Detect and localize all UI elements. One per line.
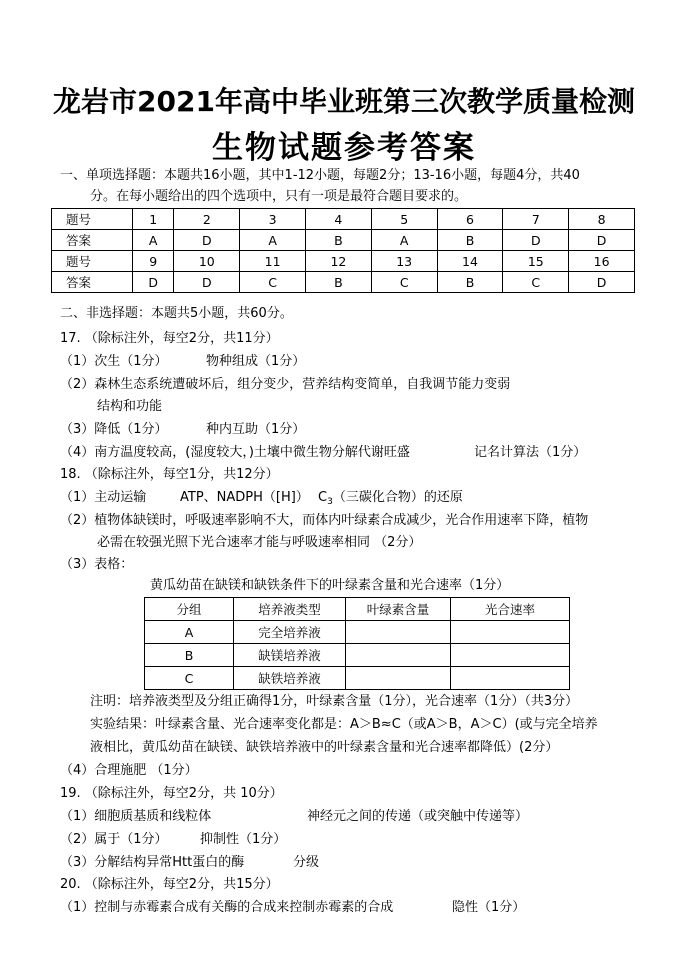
q18-answer-1c	[318, 489, 463, 511]
table-row	[145, 621, 570, 644]
question-number: 13	[371, 251, 437, 272]
answer-cell: D	[174, 272, 240, 293]
multiple-choice-answer-table	[51, 208, 635, 293]
c3-description: （三碳化合物）的还原	[332, 490, 463, 505]
table-row	[52, 230, 635, 251]
question-number: 7	[503, 209, 569, 230]
answer-cell: A	[371, 230, 437, 251]
q18-answer-1a: （1）主动运输	[60, 490, 147, 505]
q17-answer-2: （2）森林生态系统遭破坏后，组分变少，营养结构变简单，自我调节能力变弱	[60, 377, 511, 392]
answer-cell: C	[371, 272, 437, 293]
question-number: 5	[371, 209, 437, 230]
column-header: 培养液类型	[234, 598, 346, 621]
answer-cell: C	[240, 272, 306, 293]
table-cell	[346, 621, 451, 644]
page-subtitle: 生物试题参考答案	[212, 130, 476, 166]
row-label-question: 题号	[52, 209, 133, 230]
q18-result-1: 实验结果：叶绿素含量、光合速率变化都是：A＞B≈C（或A＞B，A＞C）(或与完全培养	[90, 717, 598, 732]
section2-heading: 二、非选择题：本题共5小题，共60分。	[60, 306, 293, 321]
table-cell	[451, 644, 570, 667]
table-cell	[346, 667, 451, 690]
question-number: 9	[133, 251, 174, 272]
column-header: 分组	[145, 598, 234, 621]
table-row	[52, 251, 635, 272]
q20-answer-1a: （1）控制与赤霉素合成有关酶的合成来控制赤霉素的合成	[60, 900, 394, 915]
table-cell: 缺镁培养液	[234, 644, 346, 667]
table-row	[145, 667, 570, 690]
q17-answer-1a: （1）次生（1分）	[60, 354, 168, 369]
answer-cell: D	[569, 230, 635, 251]
question-number: 10	[174, 251, 240, 272]
answer-cell: B	[306, 230, 372, 251]
q17-answer-2b: 结构和功能	[97, 399, 163, 414]
table-row	[145, 598, 570, 621]
table-cell	[451, 667, 570, 690]
q18-table-title: 黄瓜幼苗在缺镁和缺铁条件下的叶绿素含量和光合速率（1分）	[150, 578, 510, 593]
q18-answer-2b: 必需在较强光照下光合速率才能与呼吸速率相同 （2分）	[97, 535, 422, 550]
question-number: 16	[569, 251, 635, 272]
column-header: 光合速率	[451, 598, 570, 621]
question-number: 3	[240, 209, 306, 230]
table-cell: 完全培养液	[234, 621, 346, 644]
question-number: 12	[306, 251, 372, 272]
table-row	[52, 272, 635, 293]
question-number: 2	[174, 209, 240, 230]
q19-answer-1a: （1）细胞质基质和线粒体	[60, 809, 212, 824]
q18-answer-3: （3）表格：	[60, 557, 134, 572]
q19-answer-3a: （3）分解结构异常Htt蛋白的酶	[60, 855, 245, 870]
answer-cell: A	[133, 230, 174, 251]
q17-answer-3a: （3）降低（1分）	[60, 422, 168, 437]
table-cell: B	[145, 644, 234, 667]
table-row	[52, 209, 635, 230]
experiment-design-table	[144, 597, 570, 690]
q19-heading: 19. （除标注外，每空2分，共 10分）	[60, 786, 283, 801]
answer-cell: B	[437, 272, 503, 293]
row-label-answer: 答案	[52, 230, 133, 251]
q19-answer-2b: 抑制性（1分）	[200, 832, 287, 847]
q20-answer-1b: 隐性（1分）	[452, 900, 526, 915]
q18-answer-2: （2）植物体缺镁时，呼吸速率影响不大，而体内叶绿素合成减少，光合作用速率下降，植物	[60, 513, 589, 528]
q18-note: 注明：培养液类型及分组正确得1分，叶绿素含量（1分），光合速率（1分）（共3分）	[90, 694, 579, 709]
q17-heading: 17. （除标注外，每空2分，共11分）	[60, 331, 279, 346]
table-row	[145, 644, 570, 667]
q17-answer-3b: 种内互助（1分）	[206, 422, 306, 437]
answer-cell: D	[503, 230, 569, 251]
q18-heading: 18. （除标注外，每空1分，共12分）	[60, 467, 279, 482]
answer-cell: D	[174, 230, 240, 251]
table-cell: A	[145, 621, 234, 644]
answer-cell: A	[240, 230, 306, 251]
answer-cell: D	[569, 272, 635, 293]
table-cell	[451, 621, 570, 644]
q19-answer-2a: （2）属于（1分）	[60, 832, 168, 847]
section1-line1: 一、单项选择题：本题共16小题，其中1-12小题，每题2分；13-16小题，每题4分，共40	[60, 168, 580, 183]
row-label-question: 题号	[52, 251, 133, 272]
q17-answer-4a: （4）南方温度较高，(湿度较大，)土壤中微生物分解代谢旺盛	[60, 445, 410, 460]
question-number: 8	[569, 209, 635, 230]
c3-subscript: 3	[327, 497, 333, 507]
table-cell: C	[145, 667, 234, 690]
row-label-answer: 答案	[52, 272, 133, 293]
question-number: 14	[437, 251, 503, 272]
table-cell	[346, 644, 451, 667]
q19-answer-3b: 分级	[293, 855, 320, 870]
question-number: 15	[503, 251, 569, 272]
q18-result-2: 液相比，黄瓜幼苗在缺镁、缺铁培养液中的叶绿素含量和光合速率都降低）(2分）	[90, 740, 559, 755]
answer-cell: C	[503, 272, 569, 293]
answer-cell: B	[306, 272, 372, 293]
q20-heading: 20. （除标注外，每空2分，共15分）	[60, 877, 279, 892]
table-cell: 缺铁培养液	[234, 667, 346, 690]
q17-answer-1b: 物种组成（1分）	[206, 354, 306, 369]
c3-symbol: C	[318, 490, 328, 505]
q18-answer-1b: ATP、NADPH（[H]）	[180, 490, 309, 505]
section1-line2: 分。在每小题给出的四个选项中，只有一项是最符合题目要求的。	[90, 189, 468, 204]
answer-cell: B	[437, 230, 503, 251]
q17-answer-4b: 记名计算法（1分）	[474, 445, 587, 460]
answer-cell: D	[133, 272, 174, 293]
question-number: 6	[437, 209, 503, 230]
q18-answer-4: （4）合理施肥 （1分）	[60, 763, 198, 778]
page-title: 龙岩市2021年高中毕业班第三次教学质量检测	[53, 85, 635, 118]
column-header: 叶绿素含量	[346, 598, 451, 621]
question-number: 4	[306, 209, 372, 230]
q19-answer-1b: 神经元之间的传递（或突触中传递等）	[307, 809, 529, 824]
question-number: 1	[133, 209, 174, 230]
question-number: 11	[240, 251, 306, 272]
